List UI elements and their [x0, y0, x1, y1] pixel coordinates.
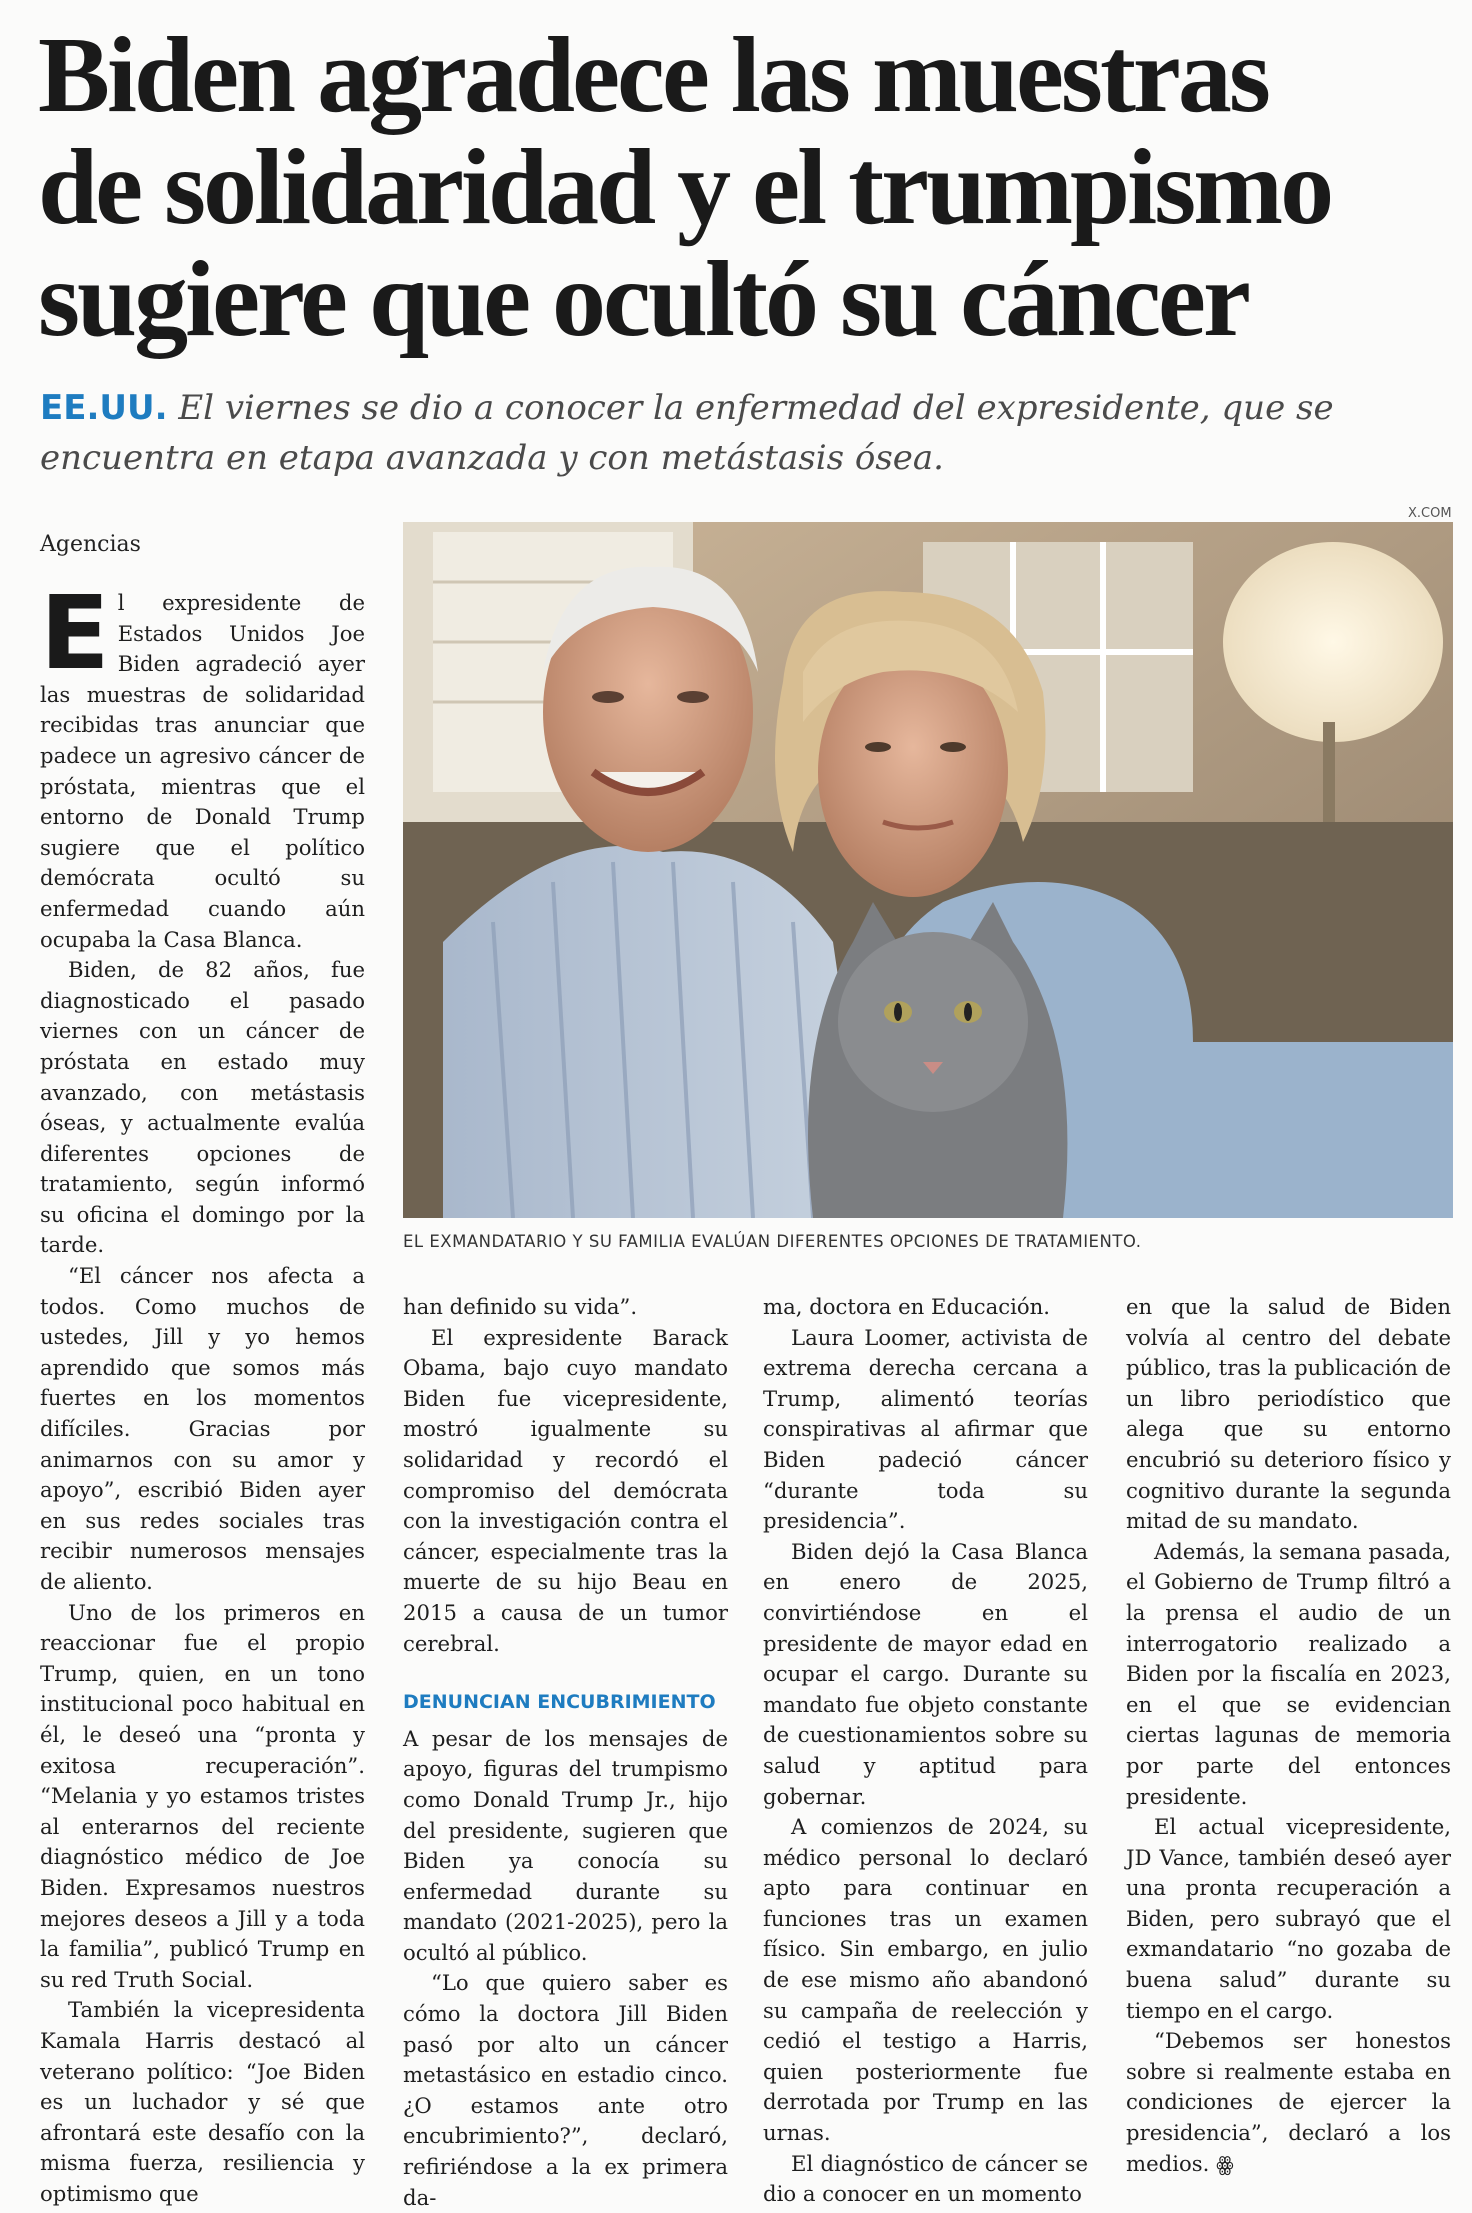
headline [38, 16, 1458, 359]
paragraph-4: Uno de los primeros en reaccionar fue el propio Trump, quien, en un tono institucional poco habitual en él, le deseó una “pronta y exitosa recuperación”. “Melania y yo estamos tristes al enterarnos del reciente diagnóstico médico de Joe Biden. Expresamos nuestros mejores deseos a Jill y a toda la familia”, publicó Trump en su red Truth Social. [40, 1599, 365, 1992]
paragraph-2: Biden, de 82 años, fue diagnosticado el pasado viernes con un cáncer de próstata en estado muy avanzado, con metástasis óseas, y actualmente evalúa diferentes opciones de tratamiento, según informó su oficina el domingo por la tarde. [40, 957, 365, 1258]
drop-cap: E [40, 574, 110, 693]
paragraph-7: El expresidente Barack Obama, bajo cuyo mandato Biden fue vicepresidente, mostró igualmente su solidaridad y recordó el compromiso del demócrata con la investigación contra el cáncer, especialmente tras la muerte de su hijo Beau en 2015 a causa de un tumor cerebral. [403, 1324, 728, 1656]
paragraph-18 [1126, 2026, 1451, 2179]
paragraph-3: “El cáncer nos afecta a todos. Como muchos de ustedes, Jill y yo hemos aprendido que somos más fuertes en los momentos difíciles. Gracias por animarnos con su amor y apoyo”, escribió Biden ayer en sus redes sociales tras recibir numerosos mensajes de aliento. [40, 1263, 365, 1594]
subheading: DENUNCIAN ENCUBRIMIENTO [403, 1691, 716, 1714]
paragraph-11: Laura Loomer, activista de extrema derecha cercana a Trump, alimentó teorías conspirativas al afirmar que Biden padeció cáncer “durante toda su presidencia”. [763, 1324, 1088, 1534]
paragraph-16: Además, la semana pasada, el Gobierno de Trump filtró a la prensa el audio de un interrogatorio realizado a Biden por la fiscalía en 2023, en el que se evidencian ciertas lagunas de memoria por parte del entonces presidente. [1126, 1538, 1451, 1809]
paragraph-6: han definido su vida”. [403, 1294, 638, 1319]
article-column-2 [403, 1292, 728, 2213]
paragraph-17: El actual vicepresidente, JD Vance, también deseó ayer una pronta recuperación a Biden, pero subrayó que el exmandatario “no gozaba de buena salud” durante su tiempo en el cargo. [1126, 1814, 1451, 2023]
paragraph-1: l expresidente de Estados Unidos Joe Biden agradeció ayer las muestras de solidaridad recibidas tras anunciar que padece un agresivo cáncer de próstata, mientras que el entorno de Donald Trump sugiere que el político demócrata ocultó su enfermedad cuando aún ocupaba la Casa Blanca. [40, 590, 365, 952]
paragraph-10: ma, doctora en Educación. [763, 1294, 1051, 1319]
photo-caption: EL EXMANDATARIO Y SU FAMILIA EVALÚAN DIFERENTES OPCIONES DE TRATAMIENTO. [403, 1232, 1142, 1251]
headline-line-2: de solidaridad y el trumpismo [38, 128, 1332, 247]
paragraph-13: A comienzos de 2024, su médico personal lo declaró apto para continuar en funciones tras un examen físico. Sin embargo, en julio de ese mismo año abandonó su campaña de reelección y cedió el testigo a Harris, quien posteriormente fue derrotada por Trump en las urnas. [763, 1814, 1088, 2146]
lead-paragraph [40, 383, 1440, 483]
article-photo [403, 522, 1453, 1218]
lead-text: El viernes se dio a conocer la enfermedad del expresidente, que se encuentra en etapa avanzada y con metástasis ósea. [40, 388, 1334, 478]
headline-line-1: Biden agradece las muestras [38, 16, 1268, 135]
photo-credit: X.COM [1408, 506, 1452, 521]
article-column-4 [1126, 1292, 1451, 2179]
paragraph-15: en que la salud de Biden volvía al centro del debate público, tras la publicación de un libro periodístico que alega que su entorno encubrió su deterioro físico y cognitivo durante la segunda mitad de su mandato. [1126, 1294, 1451, 1534]
paragraph-9: “Lo que quiero saber es cómo la doctora Jill Biden pasó por alto un cáncer metastásico en estadio cinco. ¿O estamos ante otro encubrimiento?”, declaró, refiriéndose a la ex primera da- [403, 1970, 728, 2210]
paragraph-12: Biden dejó la Casa Blanca en enero de 2025, convirtiéndose en el presidente de mayor edad en ocupar el cargo. Durante su mandato fue objeto constante de cuestionamientos sobre su salud y aptitud para gobernar. [763, 1538, 1088, 1809]
byline: Agencias [40, 532, 141, 557]
article-column-3 [763, 1292, 1088, 2210]
photo-illustration [403, 522, 1453, 1218]
section-tag: EE.UU. [40, 388, 168, 428]
paragraph-5: También la vicepresidenta Kamala Harris destacó al veterano político: “Joe Biden es un luchador y sé que afrontará este desafío con la misma fuerza, resiliencia y optimismo que [40, 1997, 365, 2206]
article-column-1 [40, 574, 365, 2209]
paragraph-14: El diagnóstico de cáncer se dio a conocer en un momento [763, 2150, 1088, 2207]
paragraph-8: A pesar de los mensajes de apoyo, figuras del trumpismo como Donald Trump Jr., hijo del presidente, sugieren que Biden ya conocía su enfermedad durante su mandato (2021-2025), pero la ocultó al público. [403, 1725, 728, 1965]
headline-line-3: sugiere que ocultó su cáncer [38, 240, 1248, 359]
end-mark: ꙮ [1216, 2151, 1234, 2176]
paragraph-18-text: “Debemos ser honestos sobre si realmente estaba en condiciones de ejercer la presidencia”, declaró a los medios. [1126, 2028, 1451, 2176]
